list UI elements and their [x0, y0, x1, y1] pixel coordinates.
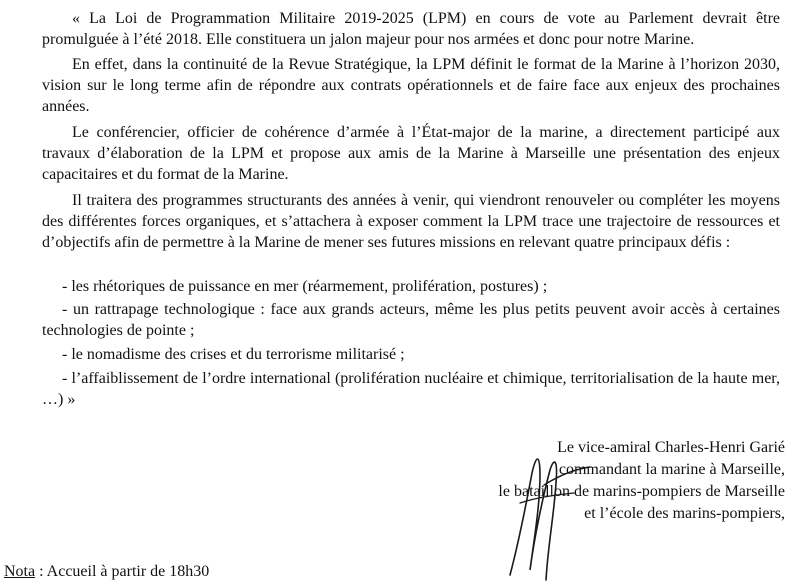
- signature-line-ecole: et l’école des marins-pompiers,: [584, 505, 785, 522]
- handwritten-signature: [490, 445, 600, 585]
- paragraph-revue-strategique: En effet, dans la continuité de la Revue Stratégique, la LPM définit le format de la Marine à l’horizon 2030, vision sur le long terme afin de répondre aux contrats opérationnels et de faire face aux enjeux des prochaines années.: [42, 56, 780, 115]
- paragraph-programmes: Il traitera des programmes structurants des années à venir, qui viendront renouveler ou compléter les moyens des différentes forces organiques, et s’attachera à exposer comment la LPM trace une trajectoire de ressources et d’objectifs afin de permettre à la Marine de mener ses futures missions en relevant quatre principaux défis :: [42, 192, 780, 251]
- list-item-challenge-4: - l’affaiblissement de l’ordre international (prolifération nucléaire et chimique, territorialisation de la haute mer, …) »: [42, 370, 780, 408]
- list-item-challenge-3: - le nomadisme des crises et du terrorisme militarisé ;: [62, 346, 405, 363]
- signature-line-bataillon: le bataillon de marins-pompiers de Marseille: [498, 483, 785, 500]
- signature-line-title: commandant la marine à Marseille,: [558, 461, 785, 478]
- signature-line-name: Le vice-amiral Charles-Henri Garié: [557, 439, 785, 456]
- nota-text: : Accueil à partir de 18h30: [35, 563, 210, 580]
- paragraph-conferencier: Le conférencier, officier de cohérence d’armée à l’État-major de la marine, a directement participé aux travaux d’élaboration de la LPM et propose aux amis de la Marine à Marseille une présentation des enjeux capacitaires et du format de la Marine.: [42, 124, 780, 183]
- list-item-challenge-1: - les rhétoriques de puissance en mer (réarmement, prolifération, postures) ;: [62, 278, 548, 295]
- paragraph-intro: « La Loi de Programmation Militaire 2019-2025 (LPM) en cours de vote au Parlement devrait être promulguée à l’été 2018. Elle constituera un jalon majeur pour nos armées et donc pour notre Marine.: [42, 10, 780, 48]
- nota-label: Nota: [4, 563, 36, 580]
- nota-line: [4, 562, 209, 582]
- list-item-challenge-2: - un rattrapage technologique : face aux grands acteurs, même les plus petits peuvent avoir accès à certaines technologies de pointe ;: [42, 301, 780, 339]
